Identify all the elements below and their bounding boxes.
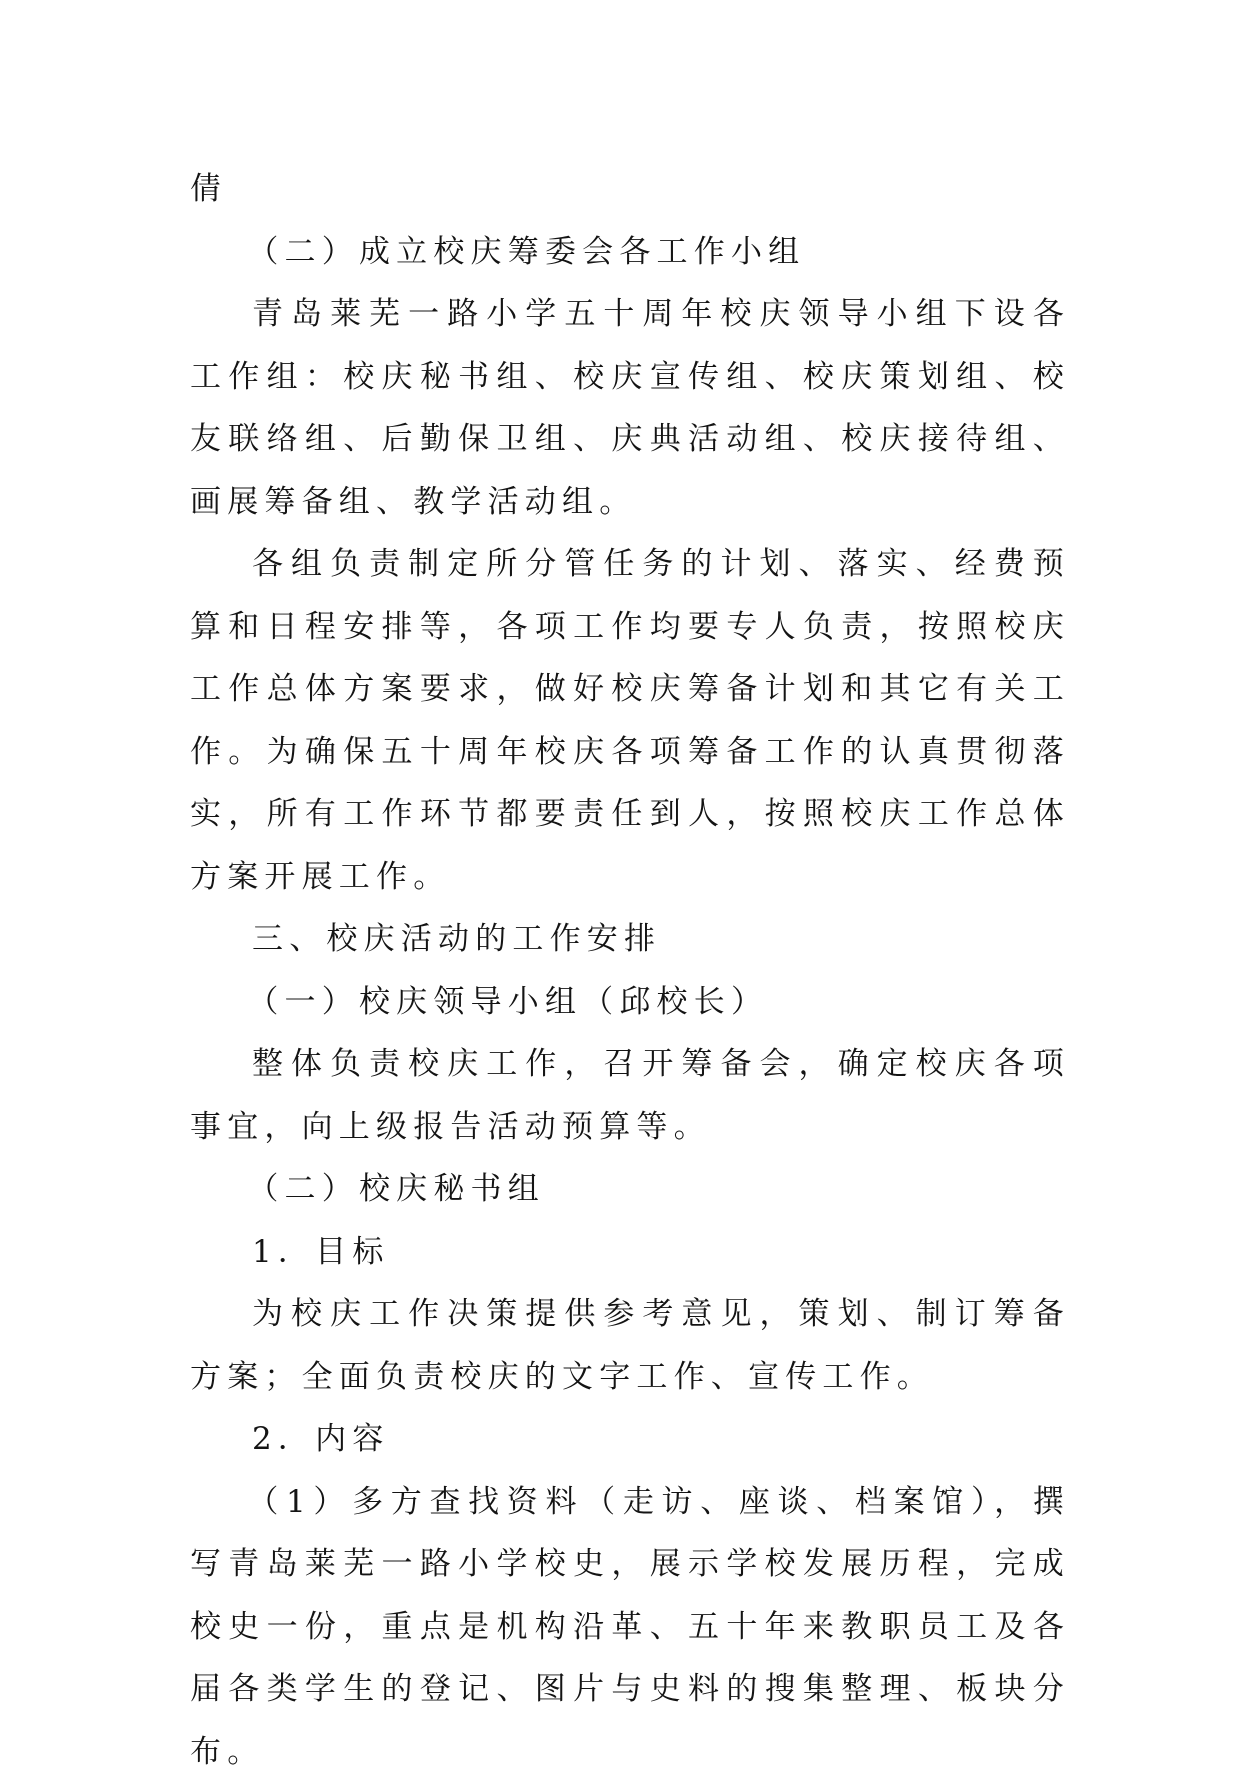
section-heading-work-arrangement: 三、校庆活动的工作安排 <box>190 908 1070 971</box>
subheading-goal: 1．目标 <box>190 1221 1070 1284</box>
section-heading-leadership-group: （一）校庆领导小组（邱校长） <box>190 971 1070 1034</box>
paragraph-content-item-1: （1）多方查找资料（走访、座谈、档案馆），撰写青岛莱芜一路小学校史，展示学校发展历程，完成校史一份，重点是机构沿革、五十年来教职员工及各届各类学生的登记、图片与史料的搜集整理、板块分布。 <box>190 1471 1070 1783</box>
continuation-text: 倩 <box>190 158 1070 221</box>
document-body <box>190 158 1070 1783</box>
paragraph-leadership-duties: 整体负责校庆工作，召开筹备会，确定校庆各项事宜，向上级报告活动预算等。 <box>190 1033 1070 1158</box>
paragraph-goal: 为校庆工作决策提供参考意见，策划、制订筹备方案；全面负责校庆的文字工作、宣传工作。 <box>190 1283 1070 1408</box>
subheading-content: 2．内容 <box>190 1408 1070 1471</box>
section-heading-secretariat: （二）校庆秘书组 <box>190 1158 1070 1221</box>
section-heading-working-groups: （二）成立校庆筹委会各工作小组 <box>190 221 1070 284</box>
paragraph-working-groups-list: 青岛莱芜一路小学五十周年校庆领导小组下设各工作组：校庆秘书组、校庆宣传组、校庆策划组、校友联络组、后勤保卫组、庆典活动组、校庆接待组、画展筹备组、教学活动组。 <box>190 283 1070 533</box>
paragraph-group-responsibilities: 各组负责制定所分管任务的计划、落实、经费预算和日程安排等，各项工作均要专人负责，按照校庆工作总体方案要求，做好校庆筹备计划和其它有关工作。为确保五十周年校庆各项筹备工作的认真贯彻落实，所有工作环节都要责任到人，按照校庆工作总体方案开展工作。 <box>190 533 1070 908</box>
